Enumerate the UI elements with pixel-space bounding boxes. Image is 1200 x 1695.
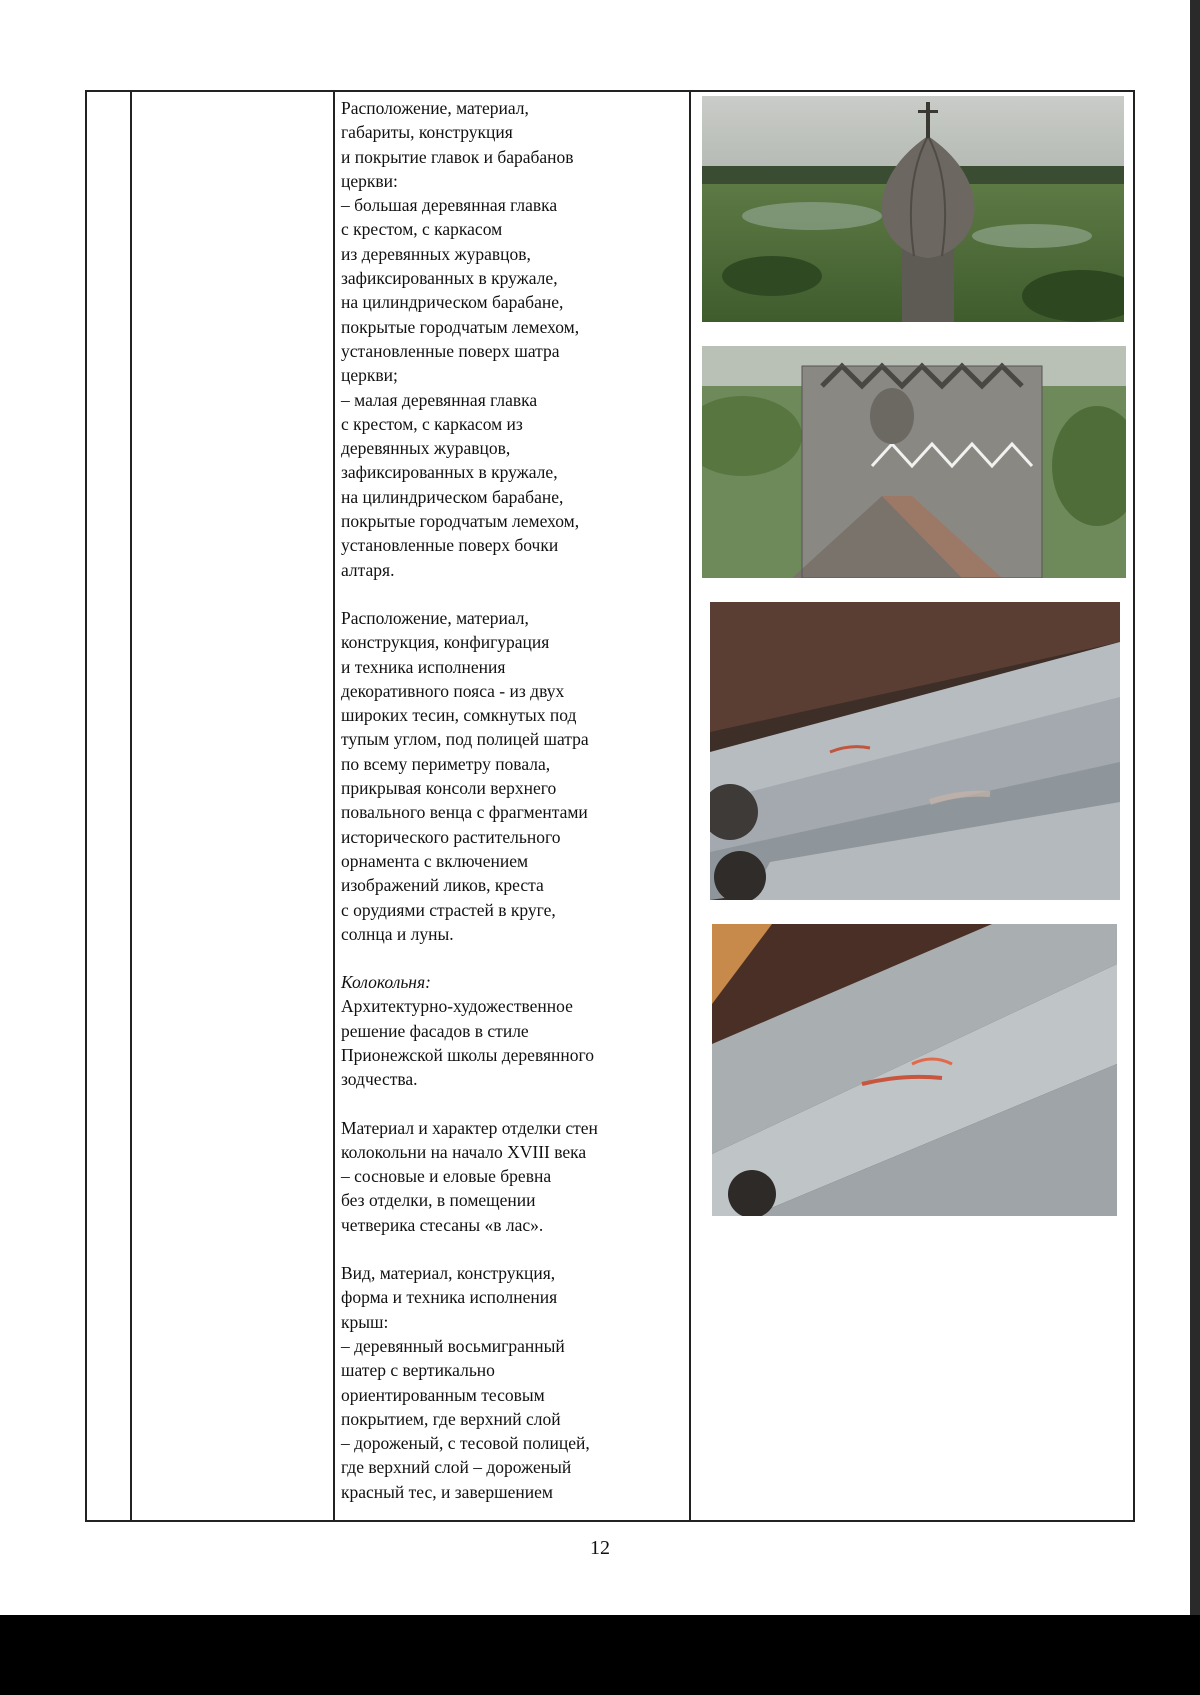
decorative-belt-image-2 [712,924,1117,1216]
photo-decorative-belt-1 [710,602,1120,900]
church-domes-heading: Расположение, материал, габариты, конструкция и покрытие главок и барабанов церкви: [341,98,574,191]
decorative-belt-text: Расположение, материал, конструкция, конфигурация и техника исполнения декоративного пояса - из двух широких тесин, сомкнутых под тупым углом, под полицей шатра по всему периметру повала, прикрывая консоли верхнего повального венца с фрагментами исторического растительного орнамента с включением изображений ликов, креста с орудиями страстей в круге, солнца и луны. [341,607,589,944]
table-column-divider-3 [689,90,691,1522]
church-roofs-image [702,346,1126,578]
decorative-belt-image-1 [710,602,1120,900]
photo-church-roofs [702,346,1126,578]
table-top-border [85,90,1134,92]
bell-tower-text: Архитектурно-художественное решение фасадов в стиле Прионежской школы деревянного зодчества. [341,996,594,1090]
scan-right-edge [1190,0,1200,1695]
dome-landscape-image [702,96,1124,322]
bell-tower-heading: Колокольня: [341,972,431,993]
church-domes-text: – большая деревянная главка с крестом, с каркасом из деревянных журавцов, зафиксированных в кружале, на цилиндрическом барабане, покрытые городчатым лемехом, установленные поверх шатра церкви; – малая деревянная главка с крестом, с каркасом из деревянных журавцов, зафиксированных в кружале, на цилиндрическом барабане, покрытые городчатым лемехом, установленные поверх бочки алтаря. [341,195,580,580]
table-left-border [85,90,87,1522]
roofs-text: Вид, материал, конструкция, форма и техника исполнения крыш: – деревянный восьмигранный шатер с вертикально ориентированным тесовым покрытием, где верхний слой – дороженый, с тесовой полицей, где верхний слой – дороженый красный тес, и завершением [341,1263,590,1502]
table-bottom-border [85,1520,1134,1522]
photo-decorative-belt-2 [712,924,1117,1216]
page-number: 12 [590,1537,610,1559]
table-right-border [1133,90,1135,1522]
walls-text: Материал и характер отделки стен колокольни на начало XVIII века – сосновые и еловые бревна без отделки, в помещении четверика стесаны «в лас». [341,1117,598,1235]
scan-bottom-bar [0,1615,1200,1695]
photo-dome-landscape [702,96,1124,322]
table-column-divider-1 [130,90,132,1522]
table-column-divider-2 [333,90,335,1522]
description-column [341,96,681,1504]
